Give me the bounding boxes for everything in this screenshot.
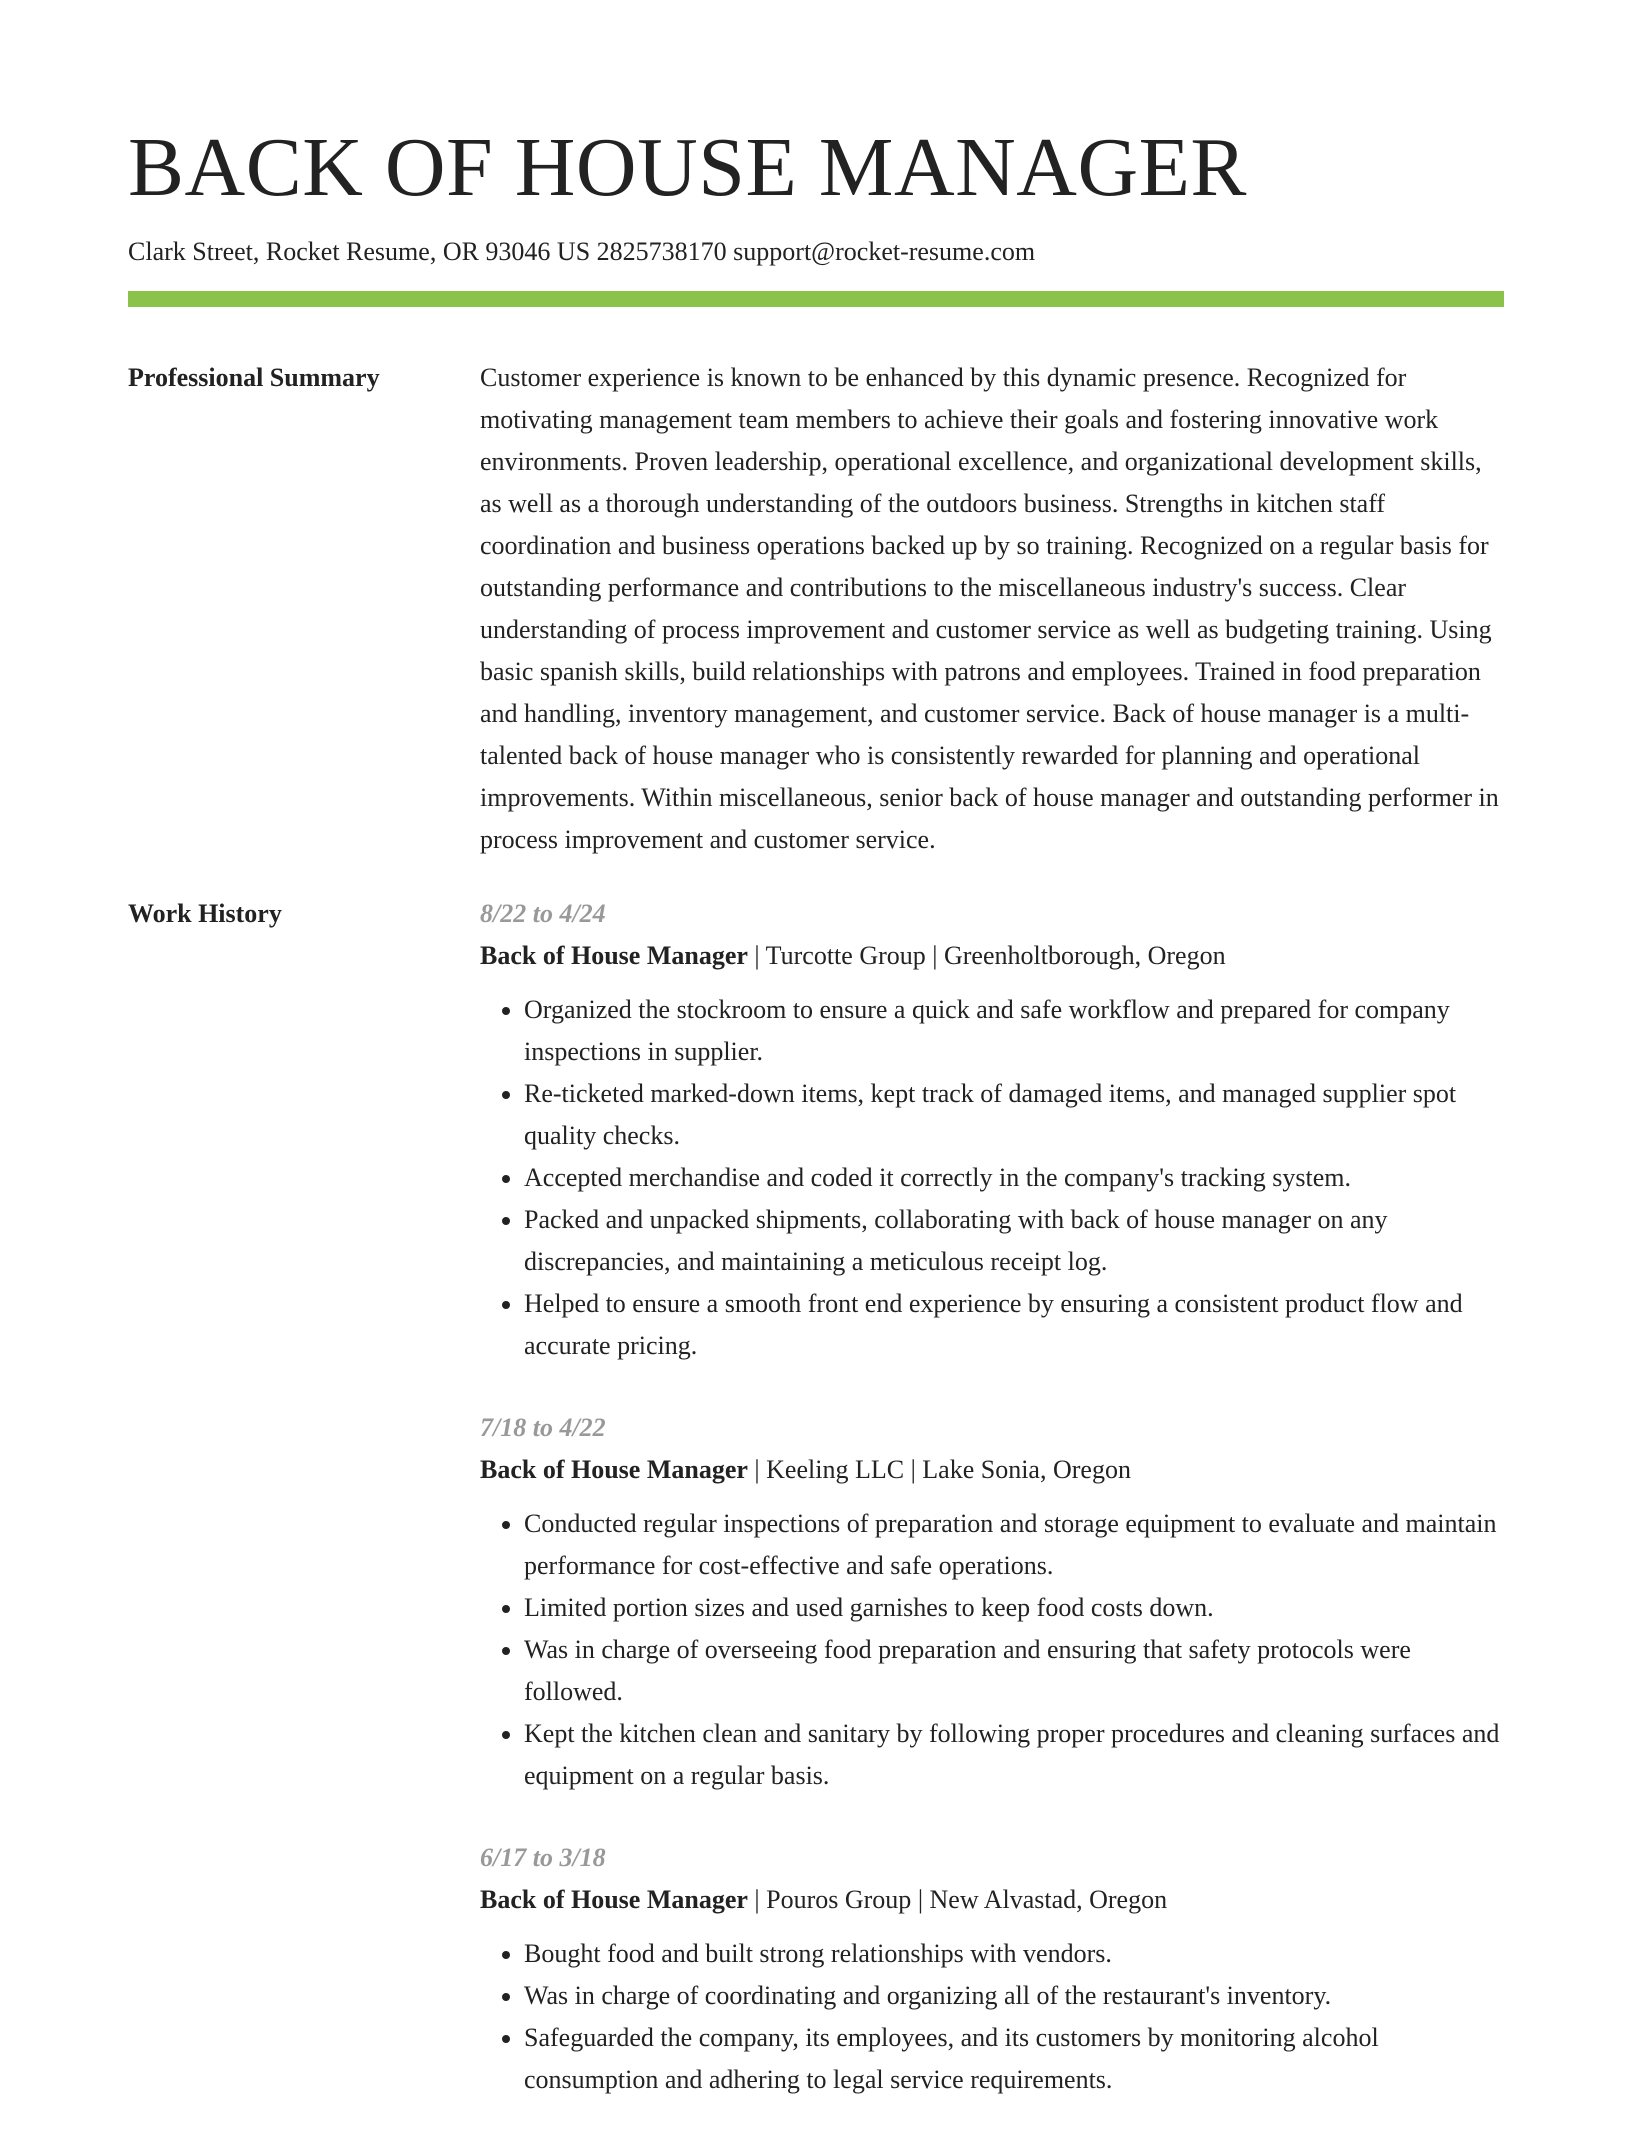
job-bullet: • Helped to ensure a smooth front end experience by ensuring a consistent product flow and accurate pricing. bbox=[524, 1283, 1504, 1367]
job-bullet: • Re-ticketed marked-down items, kept track of damaged items, and managed supplier spot quality checks. bbox=[524, 1073, 1504, 1157]
work-history-list bbox=[480, 893, 1504, 2141]
job-entry bbox=[480, 1407, 1504, 1797]
job-company: Keeling LLC bbox=[766, 1455, 905, 1484]
resume-title: BACK OF HOUSE MANAGER bbox=[128, 121, 1247, 214]
job-bullet: • Was in charge of coordinating and organizing all of the restaurant's inventory. bbox=[524, 1975, 1504, 2017]
job-title: Back of House Manager bbox=[480, 1885, 748, 1914]
job-location: New Alvastad, Oregon bbox=[929, 1885, 1168, 1914]
job-bullet: • Was in charge of overseeing food preparation and ensuring that safety protocols were followed. bbox=[524, 1629, 1504, 1713]
job-bullet: • Limited portion sizes and used garnishes to keep food costs down. bbox=[524, 1587, 1504, 1629]
job-bullet: • Conducted regular inspections of preparation and storage equipment to evaluate and maintain performance for cost-effective and safe operations. bbox=[524, 1503, 1504, 1587]
job-bullet: • Bought food and built strong relationships with vendors. bbox=[524, 1933, 1504, 1975]
job-title: Back of House Manager bbox=[480, 1455, 748, 1484]
accent-divider bbox=[128, 291, 1504, 307]
job-bullet-list bbox=[480, 1933, 1504, 2101]
job-dates: 6/17 to 3/18 bbox=[480, 1843, 606, 1872]
work-history-section bbox=[128, 893, 1504, 2141]
job-dates: 7/18 to 4/22 bbox=[480, 1413, 606, 1442]
job-entry bbox=[480, 1837, 1504, 2101]
job-dates: 8/22 to 4/24 bbox=[480, 899, 606, 928]
contact-line: Clark Street, Rocket Resume, OR 93046 US 2825738170 support@rocket-resume.com bbox=[128, 237, 1036, 266]
resume-page bbox=[128, 0, 1504, 2141]
job-heading-line: Back of House Manager | Pouros Group | New Alvastad, Oregon bbox=[480, 1885, 1168, 1914]
job-heading-line: Back of House Manager | Keeling LLC | Lake Sonia, Oregon bbox=[480, 1455, 1131, 1484]
job-company: Pouros Group bbox=[766, 1885, 912, 1914]
job-bullet: • Organized the stockroom to ensure a quick and safe workflow and prepared for company inspections in supplier. bbox=[524, 989, 1504, 1073]
job-bullet-list bbox=[480, 989, 1504, 1367]
job-bullet: • Packed and unpacked shipments, collaborating with back of house manager on any discrepancies, and maintaining a meticulous receipt log. bbox=[524, 1199, 1504, 1283]
job-bullet: • Kept the kitchen clean and sanitary by following proper procedures and cleaning surfaces and equipment on a regular basis. bbox=[524, 1713, 1504, 1797]
job-bullet: • Accepted merchandise and coded it correctly in the company's tracking system. bbox=[524, 1157, 1504, 1199]
job-location: Greenholtborough, Oregon bbox=[943, 941, 1226, 970]
summary-text: Customer experience is known to be enhanced by this dynamic presence. Recognized for motivating management team members to achieve their goals and fostering innovative work environments. Proven leadership, operational excellence, and organizational development skills, as well as a thorough understanding of the outdoors business. Strengths in kitchen staff coordination and business operations backed up by so training. Recognized on a regular basis for outstanding performance and contributions to the miscellaneous industry's success. Clear understanding of process improvement and customer service as well as budgeting training. Using basic spanish skills, build relationships with patrons and employees. Trained in food preparation and handling, inventory management, and customer service. Back of house manager is a multi-talented back of house manager who is consistently rewarded for planning and operational improvements. Within miscellaneous, senior back of house manager and outstanding performer in process improvement and customer service. bbox=[480, 363, 1499, 854]
job-company: Turcotte Group bbox=[765, 941, 926, 970]
section-heading-work-history: Work History bbox=[128, 899, 282, 928]
job-location: Lake Sonia, Oregon bbox=[922, 1455, 1131, 1484]
section-heading-summary: Professional Summary bbox=[128, 363, 380, 392]
job-title: Back of House Manager bbox=[480, 941, 748, 970]
job-heading-line: Back of House Manager | Turcotte Group | Greenholtborough, Oregon bbox=[480, 941, 1226, 970]
job-bullet: • Safeguarded the company, its employees, and its customers by monitoring alcohol consumption and adhering to legal service requirements. bbox=[524, 2017, 1504, 2101]
professional-summary-section bbox=[128, 357, 1504, 861]
job-bullet-list bbox=[480, 1503, 1504, 1797]
job-entry bbox=[480, 893, 1504, 1367]
